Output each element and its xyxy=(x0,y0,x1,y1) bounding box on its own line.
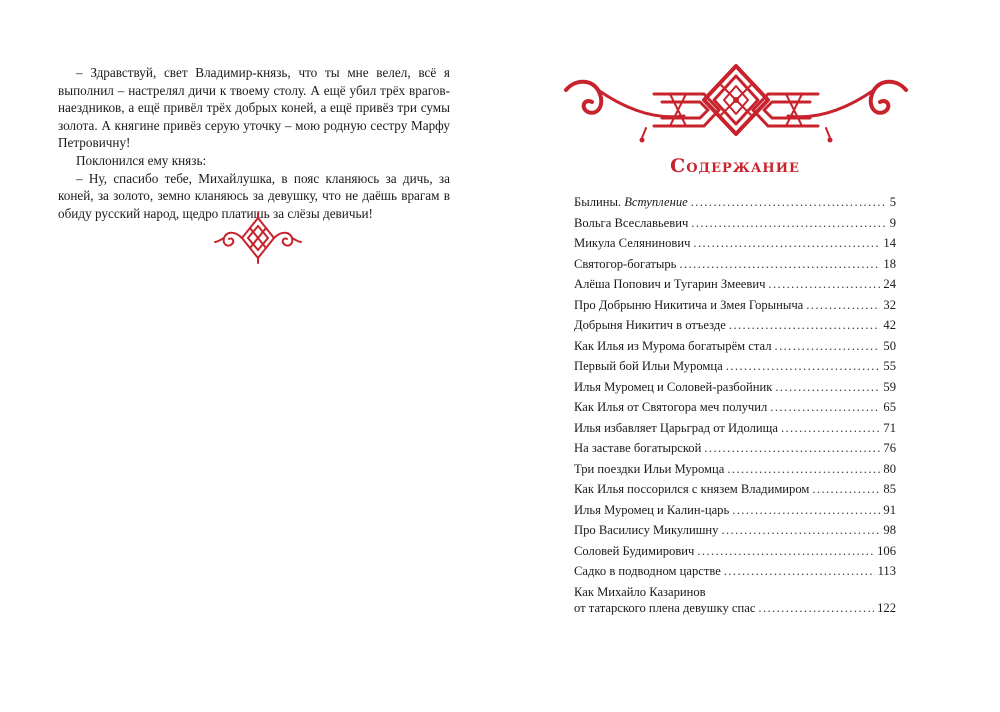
toc-entry-title: Первый бой Ильи Муромца xyxy=(574,359,723,373)
toc-entry[interactable] xyxy=(574,500,896,521)
toc-entry-title: Как Илья из Мурома богатырём стал xyxy=(574,338,772,353)
leader-dots xyxy=(812,479,880,500)
toc-entry-page: 106 xyxy=(877,543,896,558)
toc-entry[interactable] xyxy=(574,418,896,439)
toc-entry-title: Вольга Всеславьевич xyxy=(574,215,689,230)
toc-entry-page: 9 xyxy=(889,215,896,230)
leader-dots xyxy=(726,356,881,377)
leader-dots xyxy=(721,520,880,541)
toc-entry-title: Про Василису Микулишну xyxy=(574,523,719,537)
toc-entry-page: 65 xyxy=(883,400,896,414)
leader-dots xyxy=(732,500,880,521)
toc-entry[interactable] xyxy=(574,479,896,500)
table-of-contents xyxy=(574,192,896,617)
toc-entry-page: 91 xyxy=(883,502,896,517)
toc-entry-title: Добрыня Никитич в отъезде xyxy=(574,318,726,332)
toc-entry-title-italic: Вступление xyxy=(624,195,688,209)
toc-entry-title: Илья избавляет Царьград от Идолища xyxy=(574,420,778,435)
leader-dots xyxy=(775,377,880,398)
toc-entry[interactable] xyxy=(574,315,896,336)
leader-dots xyxy=(704,438,880,459)
leader-dots xyxy=(806,295,880,316)
toc-entry-page: 55 xyxy=(883,359,896,373)
toc-entry[interactable] xyxy=(574,213,896,234)
toc-entry[interactable] xyxy=(574,274,896,295)
red-knotwork-header-icon xyxy=(554,60,918,144)
toc-entry-page: 32 xyxy=(883,297,896,312)
leader-dots xyxy=(724,561,875,582)
toc-entry-page: 14 xyxy=(883,236,896,250)
toc-entry-title: Былины. xyxy=(574,195,622,209)
toc-title: Содержание xyxy=(670,155,800,177)
toc-entry-title: Алёша Попович и Тугарин Змеевич xyxy=(574,277,766,291)
leader-dots xyxy=(691,213,886,234)
leader-dots xyxy=(770,397,880,418)
toc-entry[interactable] xyxy=(574,520,896,541)
toc-entry-title: Микула Селянинович xyxy=(574,236,691,250)
leader-dots xyxy=(727,459,880,480)
toc-entry-title: Как Илья поссорился с князем Владимиром xyxy=(574,482,810,496)
toc-entry-title: Садко в подводном царстве xyxy=(574,564,721,578)
toc-entry-title-line1: Как Михайло Казаринов xyxy=(574,584,706,599)
leader-dots xyxy=(679,254,880,275)
toc-entry-page: 122 xyxy=(877,600,896,615)
toc-entry-page: 18 xyxy=(883,256,896,271)
toc-entry-page: 98 xyxy=(883,523,896,537)
toc-entry[interactable] xyxy=(574,561,896,582)
leader-dots xyxy=(729,315,881,336)
toc-entry-title: Как Илья от Святогора меч получил xyxy=(574,400,768,414)
toc-entry-page: 59 xyxy=(883,379,896,394)
leader-dots xyxy=(775,336,881,357)
toc-entry-title: Илья Муромец и Калин-царь xyxy=(574,502,730,517)
paragraph: – Ну, спасибо тебе, Михайлушка, в пояс кланяюсь за дичь, за коней, за золото, земно кланяюсь за девушку, что не даёшь врагам в обиду русский народ, щедро платишь за слёзы девичьи! xyxy=(58,170,450,221)
toc-entry-page: 113 xyxy=(877,564,896,578)
toc-entry[interactable] xyxy=(574,541,896,562)
toc-entry[interactable] xyxy=(574,397,896,418)
toc-entry-page: 5 xyxy=(889,195,896,209)
toc-entry-page: 76 xyxy=(883,441,896,455)
toc-entry-title: Илья Муромец и Соловей-разбойник xyxy=(574,379,773,394)
toc-entry[interactable] xyxy=(574,233,896,254)
leader-dots xyxy=(781,418,880,439)
toc-entry-title: от татарского плена девушку спас xyxy=(574,600,756,615)
toc-entry[interactable] xyxy=(574,192,896,213)
toc-entry-page: 80 xyxy=(883,461,896,476)
toc-entry[interactable] xyxy=(574,584,896,617)
toc-entry[interactable] xyxy=(574,459,896,480)
leader-dots xyxy=(768,274,880,295)
toc-entry[interactable] xyxy=(574,254,896,275)
toc-entry-page: 50 xyxy=(883,338,896,353)
toc-entry-page: 85 xyxy=(883,482,896,496)
toc-entry[interactable] xyxy=(574,438,896,459)
knot-ornament-icon xyxy=(214,212,302,264)
left-page-text xyxy=(58,64,450,222)
paragraph: Поклонился ему князь: xyxy=(76,152,207,168)
toc-entry-title: Про Добрыню Никитича и Змея Горыныча xyxy=(574,297,804,312)
toc-entry-page: 71 xyxy=(883,420,896,435)
paragraph: – Здравствуй, свет Владимир-князь, что ты мне велел, всё я выполнил – настрелял дичи к твоему столу. А ещё убил трёх врагов-наездников, а ещё привёл трёх добрых коней, а ещё привёз три сумы золота. А княгине привёз серую уточку – мою родную сестру Марфу Петровичну! xyxy=(58,65,450,151)
leader-dots xyxy=(693,233,880,254)
toc-entry-title: Соловей Будимирович xyxy=(574,543,695,558)
toc-entry-title: Святогор-богатырь xyxy=(574,256,677,271)
toc-entry[interactable] xyxy=(574,336,896,357)
leader-dots xyxy=(691,192,887,213)
toc-entry[interactable] xyxy=(574,377,896,398)
leader-dots xyxy=(697,541,874,562)
toc-entry-title: Три поездки Ильи Муромца xyxy=(574,461,725,476)
leader-dots xyxy=(758,600,874,617)
toc-entry[interactable] xyxy=(574,295,896,316)
toc-entry-page: 24 xyxy=(883,277,896,291)
toc-entry[interactable] xyxy=(574,356,896,377)
toc-entry-page: 42 xyxy=(883,318,896,332)
toc-entry-title: На заставе богатырской xyxy=(574,441,702,455)
